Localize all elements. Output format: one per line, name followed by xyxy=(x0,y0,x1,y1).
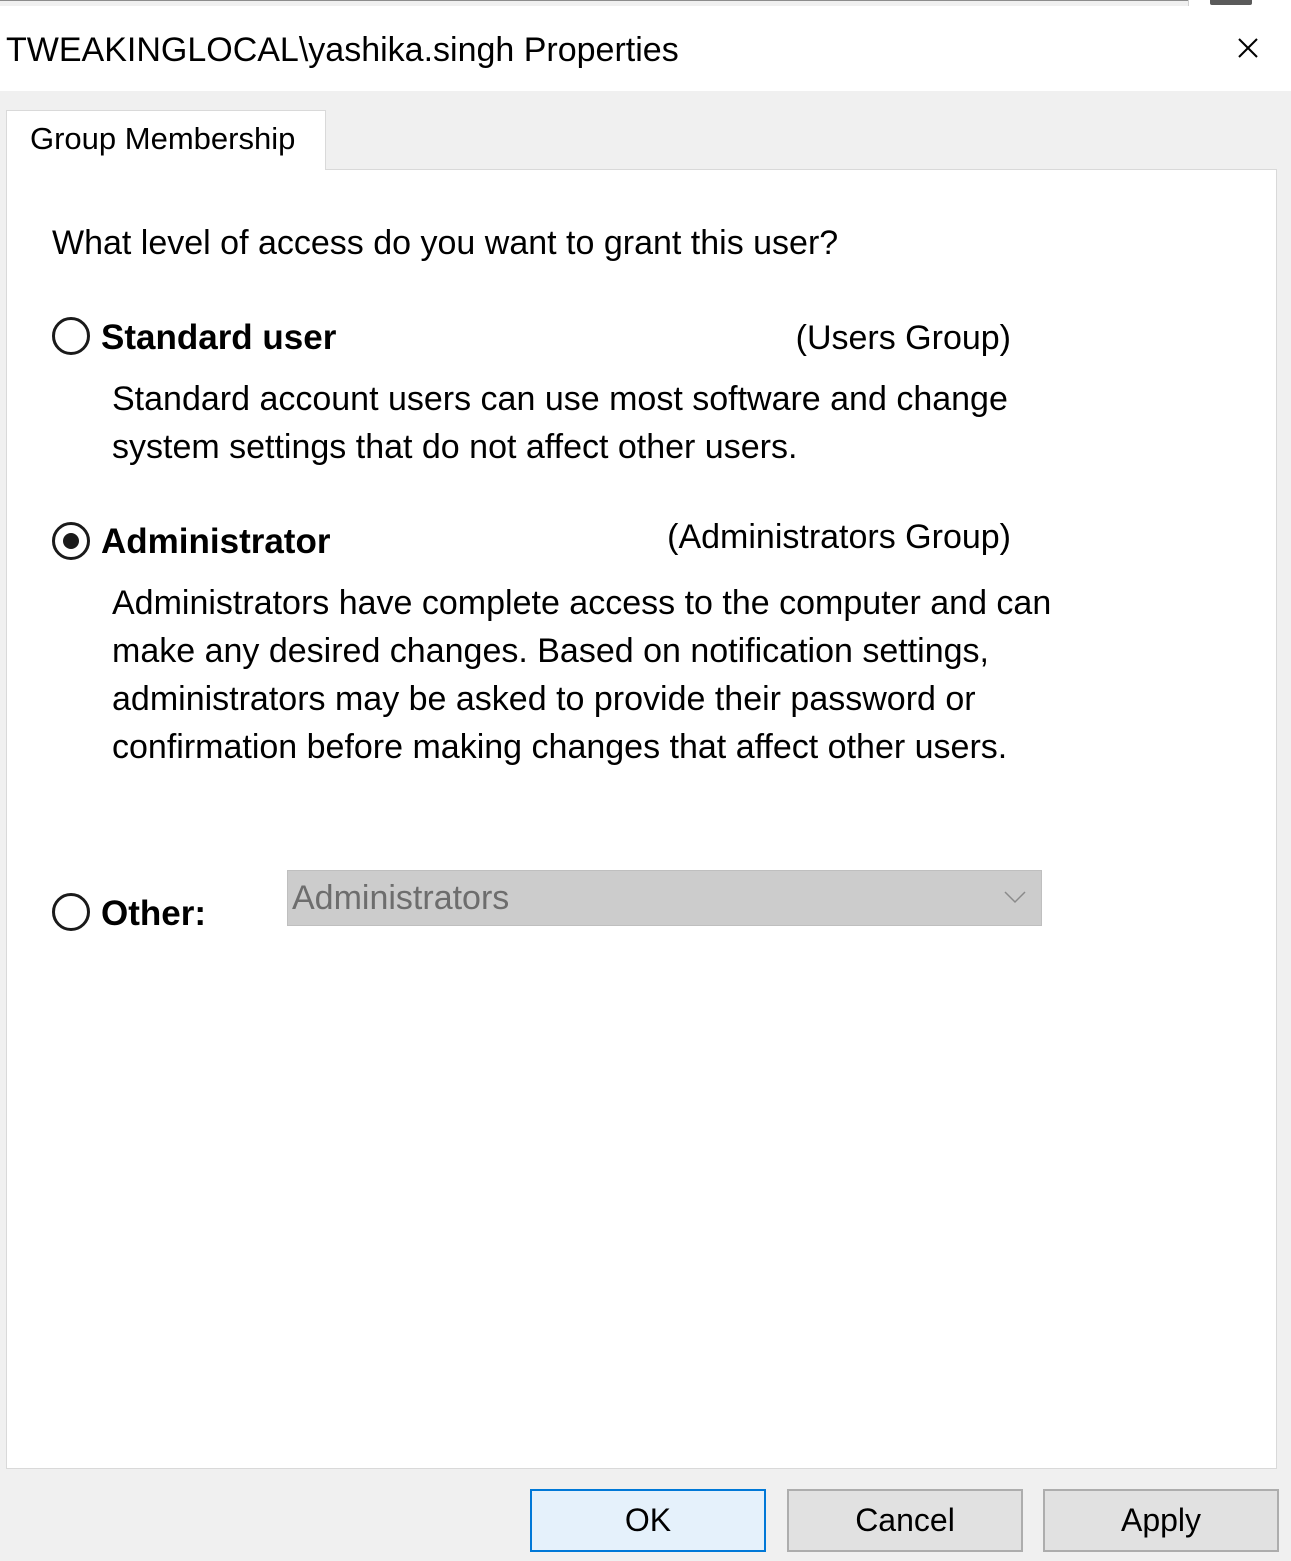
title-bar[interactable] xyxy=(0,6,1291,91)
other-group-select[interactable] xyxy=(287,870,1042,926)
other-label[interactable]: Other: xyxy=(101,894,206,933)
close-button[interactable] xyxy=(1220,26,1276,70)
chevron-down-icon xyxy=(1004,890,1026,904)
other-group-select-value: Administrators xyxy=(292,879,510,917)
users-group-label: (Users Group) xyxy=(795,319,1011,357)
standard-user-radio[interactable] xyxy=(52,317,90,355)
administrator-radio[interactable] xyxy=(52,522,90,560)
ok-button[interactable]: OK xyxy=(530,1489,766,1552)
administrator-label[interactable]: Administrator xyxy=(101,522,331,561)
access-question: What level of access do you want to grant this user? xyxy=(52,224,839,262)
background-window-edge xyxy=(1210,0,1252,5)
standard-user-description: Standard account users can use most software and change system settings that do not affect other users. xyxy=(112,380,1008,466)
cancel-button[interactable]: Cancel xyxy=(787,1489,1023,1552)
apply-button[interactable]: Apply xyxy=(1043,1489,1279,1552)
tab-label: Group Membership xyxy=(30,121,296,156)
administrator-description: Administrators have complete access to the computer and can make any desired changes. Based on notification settings, administrators may be asked to provide their password or confirmation before making changes that affect other users. xyxy=(112,584,1052,766)
close-icon xyxy=(1238,38,1258,58)
radio-selected-dot xyxy=(63,533,79,549)
window-title: TWEAKINGLOCAL\yashika.singh Properties xyxy=(6,31,679,69)
administrators-group-label: (Administrators Group) xyxy=(667,518,1011,556)
tab-panel xyxy=(6,169,1277,1469)
other-radio[interactable] xyxy=(52,893,90,931)
standard-user-label[interactable]: Standard user xyxy=(101,318,337,357)
tab-group-membership[interactable] xyxy=(6,110,326,170)
